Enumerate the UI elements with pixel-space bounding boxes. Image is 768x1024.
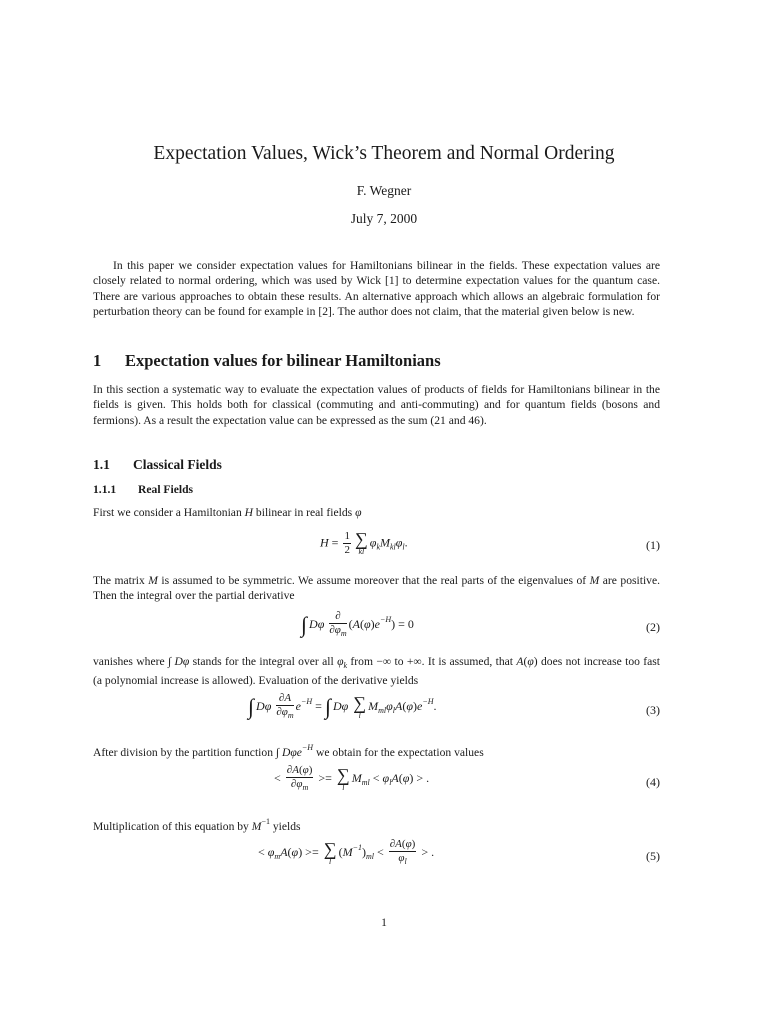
equation-5-number: (5) xyxy=(646,849,660,863)
subsection-number: 1.1 xyxy=(93,457,110,472)
equation-1-body: H = $\frac{1}{2}$ ∑ kl $\varphi_kM_{kl}\varphi_l$. xyxy=(320,529,408,556)
equation-2-number: (2) xyxy=(646,620,660,634)
paper-title: Expectation Values, Wick’s Theorem and Normal Ordering xyxy=(153,143,615,164)
section-intro-paragraph: In this section a systematic way to evaluate the expectation values of products of fields for Hamiltonians bilinear in the fields is given. This holds both for classical (commuting and anti-commuting) and for quantum fields (bosons and fermions). As a result the expectation value can be expressed as the sum (21 and 46). xyxy=(93,383,660,427)
section-heading xyxy=(93,351,441,371)
paragraph-3: vanishes where ∫ Dφ stands for the integral over all $\varphi_k$ from −∞ to +∞. It is assumed, that A(φ) does not increase too fast (a polynomial increase is allowed). Evaluation of the derivative yields xyxy=(93,655,661,688)
equation-4-number: (4) xyxy=(646,775,660,789)
subsection-title: Classical Fields xyxy=(133,457,222,472)
equation-3-number: (3) xyxy=(646,703,660,717)
equation-3 xyxy=(93,692,660,732)
subsubsection-number: 1.1.1 xyxy=(93,483,117,496)
subsection-heading xyxy=(93,457,222,473)
paragraph-5: Multiplication of this equation by $M^{-1}$ yields xyxy=(93,817,301,833)
section-number: 1 xyxy=(93,351,102,370)
section-title: Expectation values for bilinear Hamiltonians xyxy=(125,351,441,370)
equation-5 xyxy=(93,838,660,878)
page-number: 1 xyxy=(381,916,387,929)
subsubsection-heading xyxy=(93,483,193,496)
equation-1 xyxy=(93,530,660,566)
subsubsection-title: Real Fields xyxy=(138,483,194,496)
paragraph-4: After division by the partition function ∫ Dφe$^{-H}$ we obtain for the expectation values xyxy=(93,743,484,759)
equation-3-body: ∫ Dφ $\frac{\partial A}{\partial\varphi_m}$ $e^{-H}$ = ∫ Dφ ∑ l $M_{ml}\varphi_lA(\varphi)e^{-H}$. xyxy=(248,692,437,720)
paragraph-1: First we consider a Hamiltonian H bilinear in real fields φ xyxy=(93,506,362,519)
paper-author: F. Wegner xyxy=(356,183,412,198)
equation-2 xyxy=(93,610,660,646)
paragraph-2: The matrix M is assumed to be symmetric. We assume moreover that the real parts of the eigenvalues of M are positive. Then the integral over the partial derivative xyxy=(93,574,661,603)
equation-1-number: (1) xyxy=(646,538,660,552)
equation-2-body: ∫ Dφ $\frac{\partial}{\partial\varphi_m}$ $(A(\varphi)e^{-H}) = 0$ xyxy=(301,610,414,638)
equation-5-body: < $\varphi_mA(\varphi)$ >= ∑ l $(M^{-1})_{ml}$ < $\frac{\partial A(\varphi)}{\varphi_l}$ > . xyxy=(258,838,435,866)
equation-4 xyxy=(93,764,660,804)
equation-4-body: < $\frac{\partial A(\varphi)}{\partial\varphi_m}$ >= ∑ l $M_{ml} < \varphi_lA(\varphi)$ > . xyxy=(274,764,430,792)
abstract-paragraph: In this paper we consider expectation values for Hamiltonians bilinear in the fields. These expectation values are closely related to normal ordering, which was used by Wick [1] to determine expectation values for the quantum case. There are various approaches to obtain these results. An alternative approach which allows an algebraic formulation for perturbation theory can be found for example in [2]. The author does not claim, that the material given below is new. xyxy=(93,259,660,319)
paper-date: July 7, 2000 xyxy=(350,211,418,226)
